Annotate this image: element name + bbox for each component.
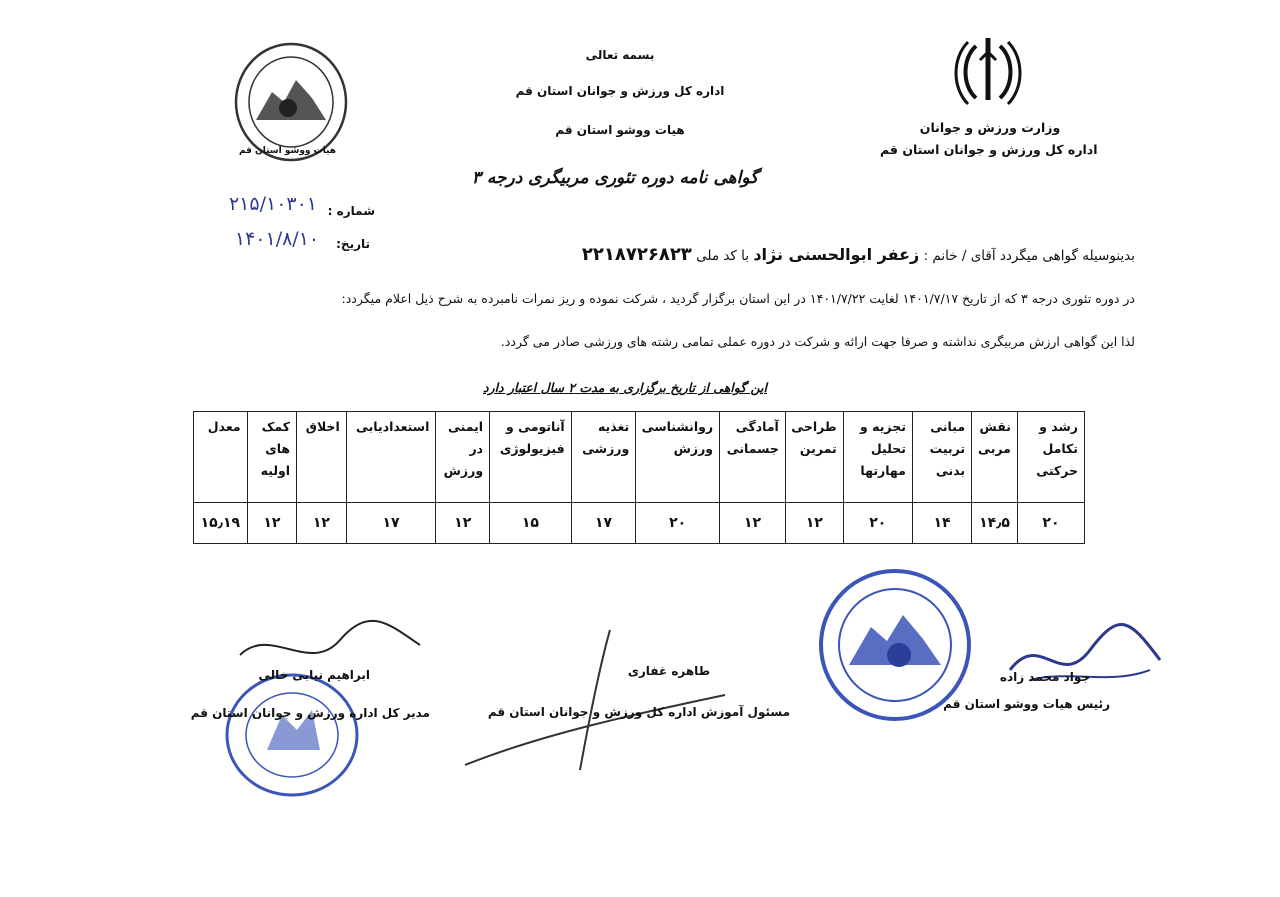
line1-prefix: بدینوسیله گواهی میگردد آقای / خانم :: [923, 248, 1135, 264]
bismillah: بسمه تعالی: [585, 48, 655, 62]
grade-value: ۱۴٫۵: [972, 503, 1018, 544]
certificate-title: گواهی نامه دوره تئوری مربیگری درجه ۳: [471, 168, 759, 188]
validity-note: این گواهی از تاریخ برگزاری به مدت ۲ سال اعتبار دارد: [482, 380, 768, 395]
grade-header: تغذیه ورزشی: [571, 412, 636, 503]
grade-value: ۱۵: [490, 503, 572, 544]
right-signer-name: جواد محمد زاده: [999, 670, 1090, 684]
seal-caption: هیات ووشو استان قم: [238, 146, 336, 156]
certificate-line-1: [435, 244, 1135, 265]
grade-value: ۲۰: [636, 503, 720, 544]
number-label: شماره :: [327, 204, 375, 218]
grade-header: آمادگی جسمانی: [720, 412, 786, 503]
grade-value: ۱۲: [436, 503, 490, 544]
line1-mid: با کد ملی: [696, 248, 750, 264]
grade-value: ۱۲: [720, 503, 786, 544]
grade-header: اخلاق: [297, 412, 347, 503]
left-signer-name: ابراهیم نیابی خالی: [258, 668, 370, 682]
office-line: اداره کل ورزش و جوانان استان قم: [515, 84, 725, 98]
grade-header: آناتومی و فیزیولوژی: [490, 412, 572, 503]
ministry-name: وزارت ورزش و جوانان: [919, 120, 1061, 135]
grade-header: ایمنی در ورزش: [436, 412, 490, 503]
grade-header: روانشناسی ورزش: [636, 412, 720, 503]
grades-table: [193, 411, 1085, 544]
certificate-line-3: لذا این گواهی ارزش مربیگری نداشته و صرفا جهت ارائه و شرکت در دوره عملی تمامی رشته های ورزشی صادر می گردد.: [500, 334, 1135, 349]
grade-value: ۲۰: [1017, 503, 1084, 544]
grades-header-row: [194, 412, 1085, 503]
grade-value: ۱۴: [912, 503, 971, 544]
office-seal-stamp: [222, 670, 362, 800]
grade-header: طراحی تمرین: [785, 412, 843, 503]
board-line: هیات ووشو استان قم: [555, 123, 685, 137]
grade-header: نقش مربی: [972, 412, 1018, 503]
grade-value: ۲۰: [843, 503, 912, 544]
right-signature-scribble: [1000, 610, 1170, 700]
grade-header: معدل: [194, 412, 248, 503]
iran-emblem-icon: [948, 30, 1028, 110]
grade-header: تجزیه و تحلیل مهارتها: [843, 412, 912, 503]
grade-value: ۱۲: [785, 503, 843, 544]
date-value: ۱۴۰۱/۸/۱۰: [234, 228, 320, 250]
middle-signer-title: مسئول آموزش اداره کل ورزش و جوانان استان قم: [487, 705, 790, 719]
grade-value: ۱۲: [247, 503, 296, 544]
left-signer-title: مدیر کل اداره ورزش و جوانان استان قم: [190, 706, 430, 720]
ministry-office: اداره کل ورزش و جوانان استان قم: [880, 142, 1098, 157]
middle-signer-name: طاهره غفاری: [627, 664, 710, 678]
right-signer-title: رئیس هیات ووشو استان قم: [943, 697, 1110, 711]
grade-header: رشد و تکامل حرکتی: [1017, 412, 1084, 503]
grade-value: ۱۲: [297, 503, 347, 544]
person-name: زعفر ابوالحسنی نژاد: [753, 245, 920, 264]
middle-signature-scribble: [460, 625, 730, 775]
date-label: تاریخ:: [336, 237, 370, 251]
grade-header: مبانی تربیت بدنی: [912, 412, 971, 503]
grade-value: ۱۷: [346, 503, 436, 544]
grade-header: کمک های اولیه: [247, 412, 296, 503]
national-code: ۲۲۱۸۷۲۶۸۲۳: [581, 244, 692, 265]
certificate-line-2: در دوره تئوری درجه ۳ که از تاریخ ۱۴۰۱/۷/۱۷ لغایت ۱۴۰۱/۷/۲۲ در این استان برگزار گردید ، شرکت نموده و ریز نمرات نامبرده به شرح ذیل اعلام میگردد:: [341, 291, 1135, 306]
grade-value: ۱۷: [571, 503, 636, 544]
number-value: ۲۱۵/۱۰۳۰۱: [228, 193, 318, 215]
grades-value-row: [194, 503, 1085, 544]
grade-value: ۱۵٫۱۹: [194, 503, 248, 544]
grade-header: استعدادیابی: [346, 412, 436, 503]
board-seal-stamp: [232, 40, 350, 168]
